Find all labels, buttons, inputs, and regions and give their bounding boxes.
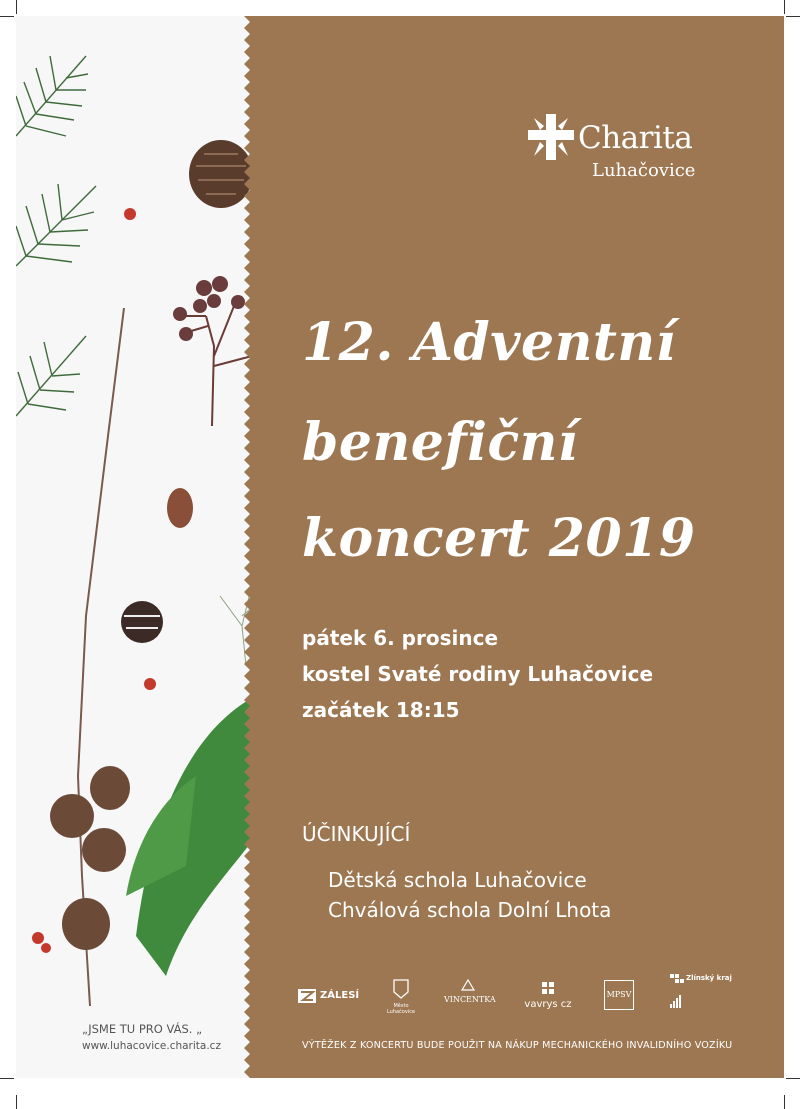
sponsor-vincentka-label: VINCENTKA: [444, 995, 496, 1004]
sponsor-mpsv-logo: [604, 980, 634, 1010]
pinecone-icon: [50, 766, 130, 950]
pine-branch-icon: [16, 56, 96, 416]
performers-heading: ÚČINKUJÍCÍ: [302, 822, 411, 846]
pinecone-icon: [167, 488, 193, 528]
sponsor-vincentka-logo: [444, 978, 496, 1012]
sponsor-mesto-label: Město Luhačovice: [386, 1003, 416, 1015]
title-line-2: benefiční: [302, 412, 579, 473]
performer-item: Chválová schola Dolní Lhota: [328, 898, 612, 922]
event-date: pátek 6. prosince: [302, 626, 499, 650]
sponsor-vavrys-label: vavrys cz: [524, 999, 572, 1010]
charita-logo: [526, 110, 726, 190]
footer-note: VÝTĚŽEK Z KONCERTU BUDE POUŽIT NA NÁKUP MECHANICKÉHO INVALIDNÍHO VOZÍKU: [302, 1040, 733, 1051]
event-start: začátek 18:15: [302, 698, 460, 722]
crop-mark: [16, 1095, 17, 1109]
crop-mark: [784, 0, 785, 14]
thuja-branch-icon: [126, 696, 256, 976]
berry-icon: [41, 943, 51, 953]
sponsor-mpsv-label: MPSV: [606, 990, 632, 999]
berry-icon: [124, 208, 136, 220]
performer-item: Dětská schola Luhačovice: [328, 868, 587, 892]
pinecone-icon: [121, 601, 163, 643]
logo-location: Luhačovice: [592, 160, 696, 181]
charita-cross-icon: [526, 112, 576, 162]
berry-icon: [32, 932, 44, 944]
crop-mark: [0, 1078, 14, 1079]
crop-mark: [16, 0, 17, 14]
sponsor-zlinsky-logo: [670, 974, 740, 1014]
title-line-3: koncert 2019: [302, 508, 696, 569]
decor-photo: [16, 16, 256, 1078]
crop-mark: [786, 16, 800, 17]
crop-mark: [786, 1078, 800, 1079]
title-line-1: 12. Adventní: [302, 312, 676, 373]
sponsor-zalesi-logo: [298, 986, 360, 1006]
berry-icon: [144, 678, 156, 690]
decor-illustration: [16, 16, 256, 1078]
logo-name: Charita: [578, 120, 693, 156]
charita-slogan: „JSME TU PRO VÁS. „: [82, 1022, 203, 1036]
event-venue: kostel Svaté rodiny Luhačovice: [302, 662, 654, 686]
sponsor-zlinsky-label: Zlínský kraj: [686, 974, 732, 982]
charita-url[interactable]: www.luhacovice.charita.cz: [82, 1040, 221, 1052]
sponsor-vavrys-logo: [518, 982, 578, 1012]
crop-mark: [0, 16, 14, 17]
crop-mark: [784, 1095, 785, 1109]
sponsor-mesto-logo: [386, 978, 416, 1014]
sponsor-zalesi-label: ZÁLESÍ: [320, 990, 360, 1001]
